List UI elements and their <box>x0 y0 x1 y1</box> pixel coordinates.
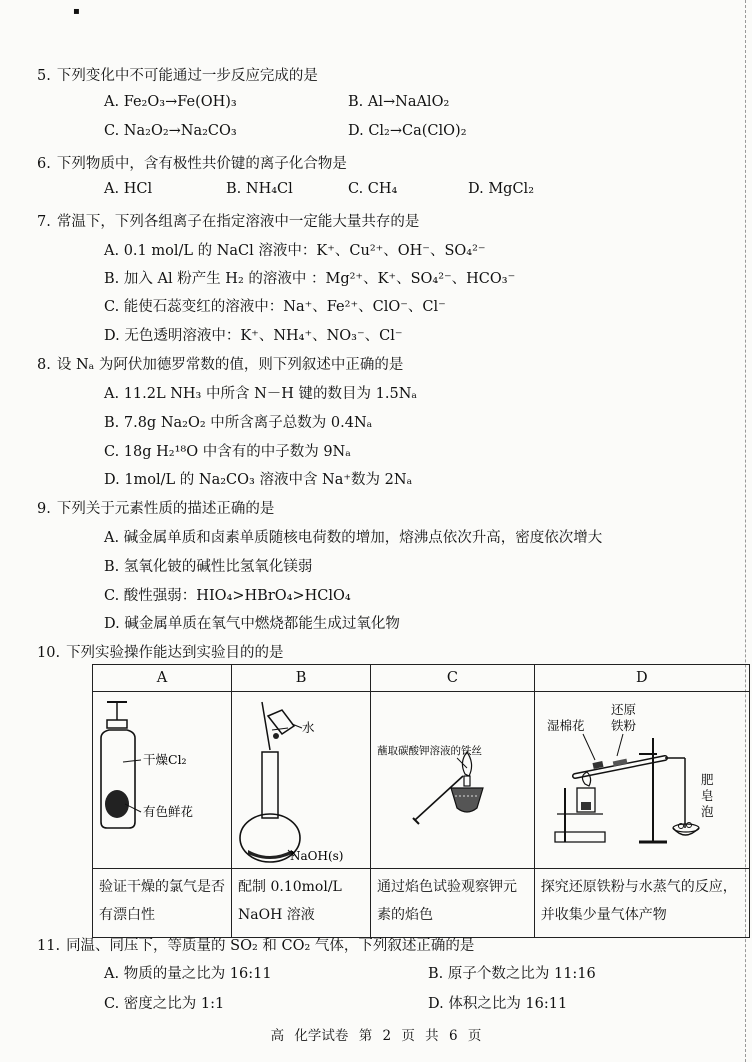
option-9b: B. 氢氧化铍的碱性比氢氧化镁弱 <box>104 559 313 575</box>
label-water: 水 <box>302 720 315 735</box>
col-header-b: B <box>232 665 371 692</box>
iron-steam-apparatus-figure <box>535 692 727 864</box>
label-soap-2: 皂 <box>700 788 714 803</box>
question-number: 5. <box>37 68 51 84</box>
question-9-stem: 9. 下列关于元素性质的描述正确的是 <box>37 501 275 517</box>
question-5-stem <box>37 64 318 85</box>
label-dry-cl2: 干燥Cl₂ <box>143 752 187 767</box>
question-7-stem: 7. 常温下，下列各组离子在指定溶液中一定能大量共存的是 <box>37 214 420 230</box>
flame-test-figure <box>371 692 517 864</box>
option-9d: D. 碱金属单质在氧气中燃烧都能生成过氧化物 <box>104 616 400 632</box>
option-8a: A. 11.2L NH₃ 中所含 N－H 键的数目为 1.5Nₐ <box>104 386 417 402</box>
option-5a: A. Fe₂O₃→Fe(OH)₃ <box>104 94 237 110</box>
figure-c-cell <box>371 692 535 869</box>
caption-row <box>93 869 750 938</box>
option-7b: B. 加入 Al 粉产生 H₂ 的溶液中 ：Mg²⁺、K⁺、SO₄²⁻、HCO₃⁻ <box>104 271 516 287</box>
label-naoh: NaOH(s) <box>290 849 344 863</box>
question-11-stem: 11. 同温、同压下，等质量的 SO₂ 和 CO₂ 气体，下列叙述正确的是 <box>37 938 475 954</box>
option-8b: B. 7.8g Na₂O₂ 中所含离子总数为 0.4Nₐ <box>104 415 373 431</box>
option-8d: D. 1mol/L 的 Na₂CO₃ 溶液中含 Na⁺数为 2Nₐ <box>104 472 413 488</box>
option-6d: D. MgCl₂ <box>468 181 535 197</box>
question-8-stem: 8. 设 Nₐ 为阿伏加德罗常数的值，则下列叙述中正确的是 <box>37 357 404 373</box>
page-footer: 高 化学试卷 第 2 页 共 6 页 <box>270 1028 482 1044</box>
label-wire: 蘸取碳酸钾溶液的铁丝 <box>377 745 483 757</box>
question-10-stem: 10. 下列实验操作能达到实验目的的是 <box>37 645 284 661</box>
col-header-d: D <box>534 665 749 692</box>
figure-row <box>93 692 750 869</box>
option-11c: C. 密度之比为 1:1 <box>104 996 225 1012</box>
experiment-table <box>92 664 750 938</box>
option-5c: C. Na₂O₂→Na₂CO₃ <box>104 123 237 139</box>
caption-d: 探究还原铁粉与水蒸气的反应，并收集少量气体产物 <box>534 869 749 938</box>
label-reduced: 还原 <box>610 702 636 717</box>
label-wet-cotton: 湿棉花 <box>546 718 585 733</box>
caption-c: 通过焰色试验观察钾元素的焰色 <box>371 869 535 938</box>
label-soap-1: 肥 <box>700 772 714 787</box>
gas-jar-figure <box>93 692 217 864</box>
table-header-row <box>93 665 750 692</box>
figure-d-cell <box>534 692 749 869</box>
col-header-c: C <box>371 665 535 692</box>
option-9c: C. 酸性强弱：HIO₄>HBrO₄>HClO₄ <box>104 588 351 604</box>
figure-a-cell <box>93 692 232 869</box>
label-flower: 有色鲜花 <box>143 804 194 819</box>
label-soap-3: 泡 <box>700 804 714 819</box>
label-iron-powder: 铁粉 <box>610 718 636 733</box>
option-7a: A. 0.1 mol/L 的 NaCl 溶液中：K⁺、Cu²⁺、OH⁻、SO₄²⁻ <box>104 243 486 259</box>
option-7d: D. 无色透明溶液中：K⁺、NH₄⁺、NO₃⁻、Cl⁻ <box>104 328 403 344</box>
option-11a: A. 物质的量之比为 16:11 <box>104 966 272 982</box>
col-header-a: A <box>93 665 232 692</box>
option-7c: C. 能使石蕊变红的溶液中：Na⁺、Fe²⁺、ClO⁻、Cl⁻ <box>104 299 446 315</box>
option-6b: B. NH₄Cl <box>226 181 293 197</box>
option-6c: C. CH₄ <box>348 181 398 197</box>
question-6-stem: 6. 下列物质中，含有极性共价键的离子化合物是 <box>37 156 347 172</box>
caption-a: 验证干燥的氯气是否有漂白性 <box>93 869 232 938</box>
option-11d: D. 体积之比为 16:11 <box>428 996 568 1012</box>
figure-b-cell <box>232 692 371 869</box>
option-11b: B. 原子个数之比为 11:16 <box>428 966 596 982</box>
question-text: 下列变化中不可能通过一步反应完成的是 <box>56 68 318 84</box>
volumetric-flask-figure <box>232 692 356 864</box>
option-6a: A. HCl <box>104 181 153 197</box>
scan-mark: ▪ <box>73 6 80 17</box>
option-5b: B. Al→NaAlO₂ <box>348 94 450 110</box>
caption-b: 配制 0.10mol/L NaOH 溶液 <box>232 869 371 938</box>
option-8c: C. 18g H₂¹⁸O 中含有的中子数为 9Nₐ <box>104 444 351 460</box>
option-5d: D. Cl₂→Ca(ClO)₂ <box>348 123 467 139</box>
option-9a: A. 碱金属单质和卤素单质随核电荷数的增加，熔沸点依次升高，密度依次增大 <box>104 530 603 546</box>
